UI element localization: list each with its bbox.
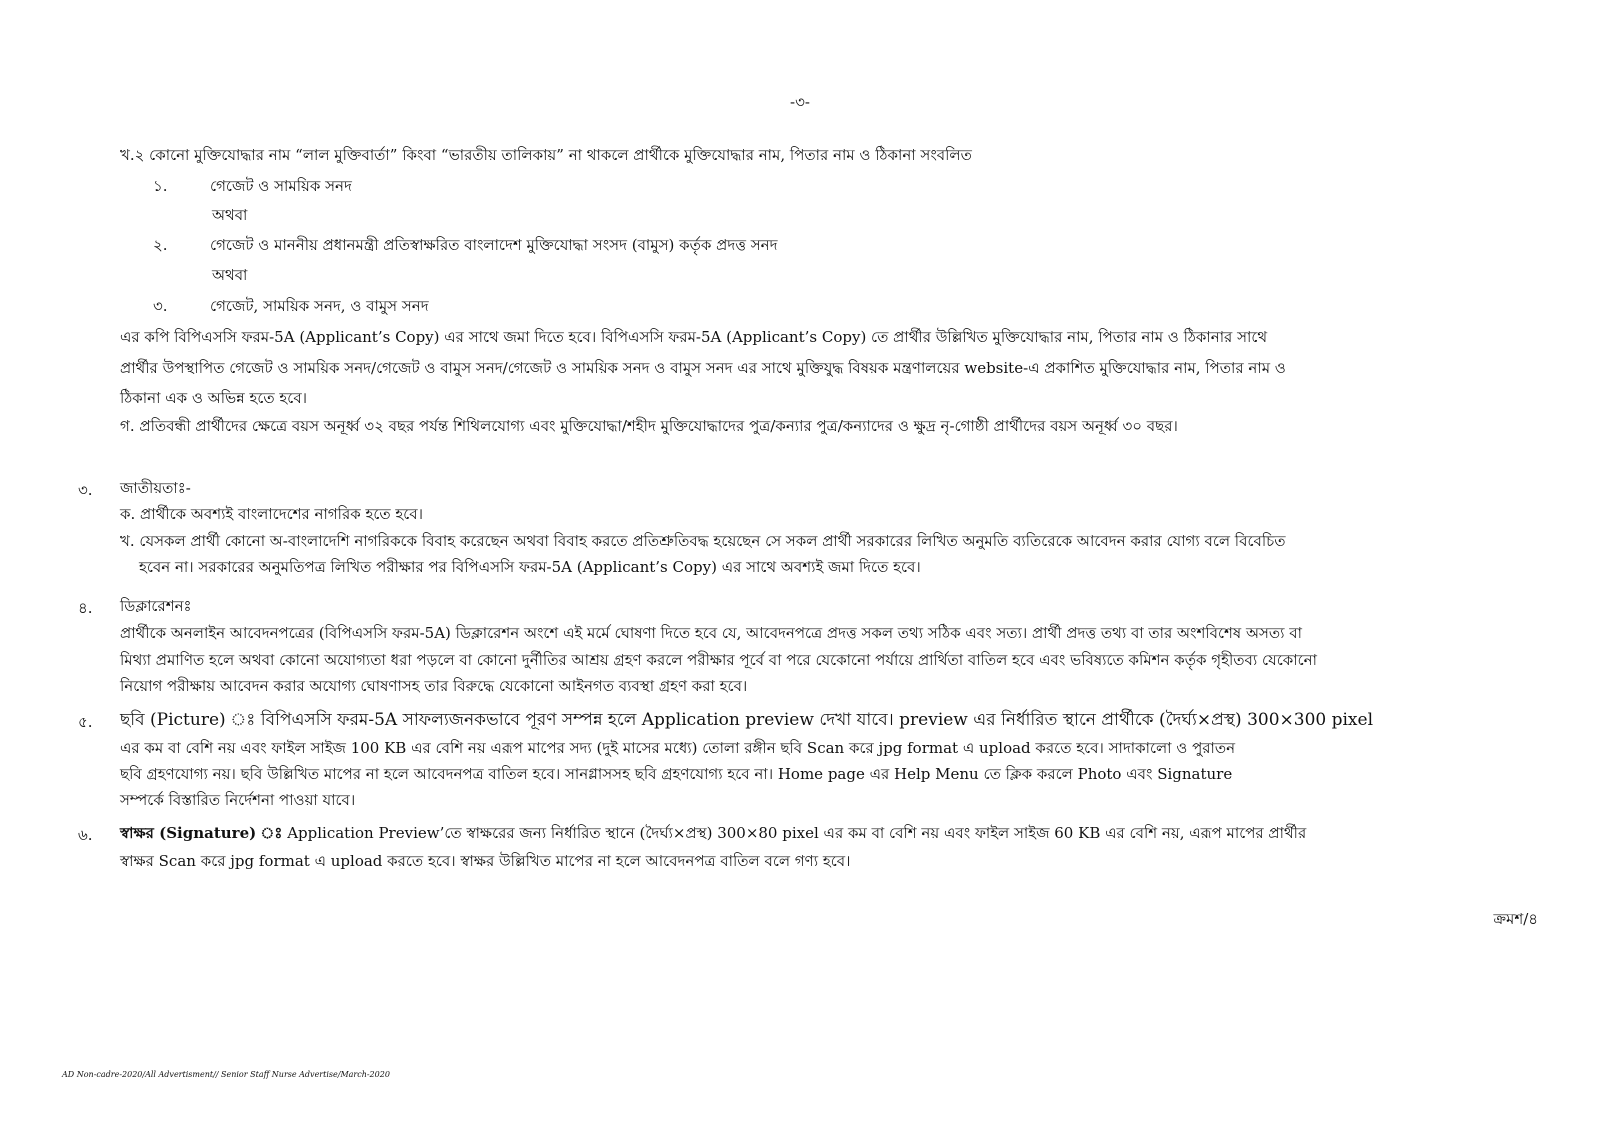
section-number: ৪. [78,599,93,617]
section6-line1-text: Application Preview’তে স্বাক্ষরের জন্য নির্ধারিত স্থানে (দৈর্ঘ্য×প্রস্থ) 300×80 pixel এর কম বা বেশি নয় এবং ফাইল সাইজ 60 KB এর বেশি নয়, এরূপ মাপের প্রার্থীর [282,824,1307,842]
section-title: জাতীয়তাঃ- [120,479,191,497]
continued-marker: ক্রমশ/৪ [1493,910,1538,928]
item-number: ২. [153,236,168,254]
paragraph-line: নিয়োগ পরীক্ষায় আবেদন করার অযোগ্য ঘোষণাসহ তার বিরুদ্ধে যেকোনো আইনগত ব্যবস্থা গ্রহণ করা হবে। [120,677,748,695]
section-number: ৩. [78,481,93,499]
section-number: ৬. [78,826,93,844]
paragraph-line: ঠিকানা এক ও অভিন্ন হতে হবে। [120,389,308,407]
paragraph-line: মিথ্যা প্রমাণিত হলে অথবা কোনো অযোগ্যতা ধরা পড়লে বা কোনো দুর্নীতির আশ্রয় গ্রহণ করলে পরীক্ষার পূর্বে বা পরে যেকোনো পর্যায়ে প্রার্থিতা বাতিল হবে এবং ভবিষ্যতে কমিশন কর্তৃক গৃহীতব্য যেকোনো [120,651,1317,669]
section-kha2-heading: খ.২ কোনো মুক্তিযোদ্ধার নাম “লাল মুক্তিবার্তা” কিংবা “ভারতীয় তালিকায়” না থাকলে প্রার্থীকে মুক্তিযোদ্ধার নাম, পিতার নাম ও ঠিকানা সংবলিত [120,146,972,164]
section-title: ডিক্লারেশনঃ [120,597,192,615]
item-text: গেজেট ও মাননীয় প্রধানমন্ত্রী প্রতিস্বাক্ষরিত বাংলাদেশ মুক্তিযোদ্ধা সংসদ (বামুস) কর্তৃক প্রদত্ত সনদ [210,236,778,254]
paragraph-line: ছবি গ্রহণযোগ্য নয়। ছবি উল্লিখিত মাপের না হলে আবেদনপত্র বাতিল হবে। সানগ্লাসসহ ছবি গ্রহণযোগ্য হবে না। Home page এর Help Menu তে ক্লিক করলে Photo এবং Signature [120,765,1233,783]
paragraph-line: ছবি (Picture) ঃ বিপিএসসি ফরম-5A সাফল্যজনকভাবে পূরণ সম্পন্ন হলে Application preview দেখা যাবে। preview এর নির্ধারিত স্থানে প্রার্থীকে (দৈর্ঘ্য×প্রস্থ) 300×300 pixel [120,710,1374,730]
section6-line [120,823,1306,843]
item-text: গেজেট ও সাময়িক সনদ [210,177,352,195]
section3-kha-line: খ. যেসকল প্রার্থী কোনো অ-বাংলাদেশি নাগরিককে বিবাহ করেছেন অথবা বিবাহ করতে প্রতিশ্রুতিবদ্ধ হয়েছেন সে সকল প্রার্থী সরকারের লিখিত অনুমতি ব্যতিরেকে আবেদন করার যোগ্য বলে বিবেচিত [120,532,1286,550]
page-number: -৩- [790,93,810,111]
paragraph-line: স্বাক্ষর Scan করে jpg format এ upload করতে হবে। স্বাক্ষর উল্লিখিত মাপের না হলে আবেদনপত্র বাতিল বলে গণ্য হবে। [120,852,851,870]
section3-ka: ক. প্রার্থীকে অবশ্যই বাংলাদেশের নাগরিক হতে হবে। [120,505,424,523]
or-text: অথবা [212,266,248,284]
item-number: ১. [153,177,168,195]
item-text: গেজেট, সাময়িক সনদ, ও বামুস সনদ [210,297,429,315]
footer-reference: AD Non-cadre-2020/All Advertisment// Senior Staff Nurse Advertise/March-2020 [62,1070,390,1079]
paragraph-line: সম্পর্কে বিস্তারিত নির্দেশনা পাওয়া যাবে। [120,791,356,809]
signature-label: স্বাক্ষর (Signature) ঃ [120,824,283,842]
paragraph-line: এর কপি বিপিএসসি ফরম-5A (Applicant’s Copy) এর সাথে জমা দিতে হবে। বিপিএসসি ফরম-5A (Applicant’s Copy) তে প্রার্থীর উল্লিখিত মুক্তিযোদ্ধার নাম, পিতার নাম ও ঠিকানার সাথে [120,328,1268,346]
paragraph-line: এর কম বা বেশি নয় এবং ফাইল সাইজ 100 KB এর বেশি নয় এরূপ মাপের সদ্য (দুই মাসের মধ্যে) তোলা রঙ্গীন ছবি Scan করে jpg format এ upload করতে হবে। সাদাকালো ও পুরাতন [120,739,1236,757]
section-number: ৫. [78,713,93,731]
or-text: অথবা [212,206,248,224]
item-number: ৩. [153,297,168,315]
paragraph-line: প্রার্থীর উপস্থাপিত গেজেট ও সাময়িক সনদ/গেজেট ও বামুস সনদ/গেজেট ও সাময়িক সনদ ও বামুস সনদ এর সাথে মুক্তিযুদ্ধ বিষয়ক মন্ত্রণালয়ের website-এ প্রকাশিত মুক্তিযোদ্ধার নাম, পিতার নাম ও [120,359,1286,377]
section-ga-line: গ. প্রতিবন্ধী প্রার্থীদের ক্ষেত্রে বয়স অনূর্ধ্ব ৩২ বছর পর্যন্ত শিথিলযোগ্য এবং মুক্তিযোদ্ধা/শহীদ মুক্তিযোদ্ধাদের পুত্র/কন্যার পুত্র/কন্যাদের ও ক্ষুদ্র নৃ-গোষ্ঠী প্রার্থীদের বয়স অনূর্ধ্ব ৩০ বছর। [120,417,1178,435]
paragraph-line: প্রার্থীকে অনলাইন আবেদনপত্রের (বিপিএসসি ফরম-5A) ডিক্লারেশন অংশে এই মর্মে ঘোষণা দিতে হবে যে, আবেদনপত্রে প্রদত্ত সকল তথ্য সঠিক এবং সত্য। প্রার্থী প্রদত্ত তথ্য বা তার অংশবিশেষ অসত্য বা [120,624,1302,642]
section3-kha-line: হবেন না। সরকারের অনুমতিপত্র লিখিত পরীক্ষার পর বিপিএসসি ফরম-5A (Applicant’s Copy) এর সাথে অবশ্যই জমা দিতে হবে। [139,558,921,576]
